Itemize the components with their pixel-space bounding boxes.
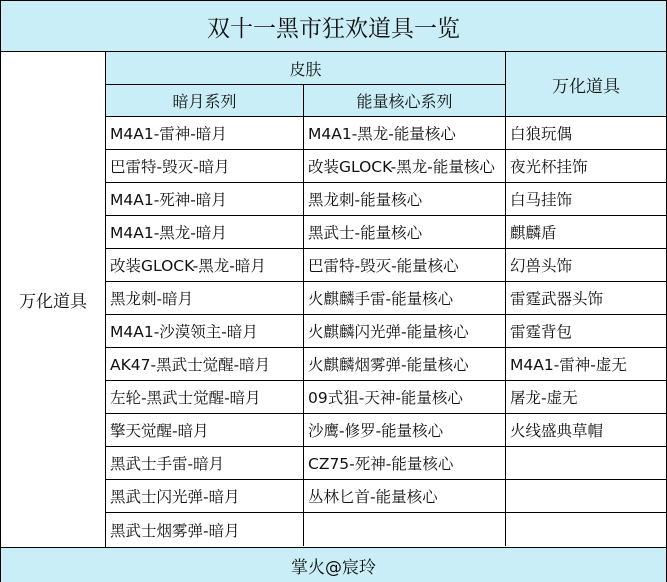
wanhua-item-empty <box>506 513 666 546</box>
core-item: 火麒麟烟雾弹-能量核心 <box>304 348 506 381</box>
anyue-item: 黑龙刺-暗月 <box>106 282 304 315</box>
anyue-item: 黑武士闪光弹-暗月 <box>106 480 304 513</box>
anyue-column <box>106 117 304 546</box>
anyue-item: 左轮-黑武士觉醒-暗月 <box>106 381 304 414</box>
wanhua-item: 屠龙-虚无 <box>506 381 666 414</box>
core-column <box>304 117 506 546</box>
core-item: 火麒麟手雷-能量核心 <box>304 282 506 315</box>
anyue-item: M4A1-雷神-暗月 <box>106 117 304 150</box>
wanhua-item: 麒麟盾 <box>506 216 666 249</box>
wanhua-item: 火线盛典草帽 <box>506 414 666 447</box>
core-item: 黑武士-能量核心 <box>304 216 506 249</box>
footer-credit: 掌火@宸玲 <box>1 547 666 582</box>
anyue-item: 改装GLOCK-黑龙-暗月 <box>106 249 304 282</box>
anyue-item: 黑武士烟雾弹-暗月 <box>106 513 304 546</box>
anyue-item: 黑武士手雷-暗月 <box>106 447 304 480</box>
anyue-item: M4A1-死神-暗月 <box>106 183 304 216</box>
core-item: 丛林匕首-能量核心 <box>304 480 506 513</box>
sheet-title: 双十一黑市狂欢道具一览 <box>1 1 666 52</box>
header-core-series: 能量核心系列 <box>304 85 506 117</box>
core-item-empty <box>304 513 506 546</box>
wanhua-item: 白狼玩偶 <box>506 117 666 150</box>
header-skin: 皮肤 <box>106 52 506 85</box>
anyue-item: M4A1-黑龙-暗月 <box>106 216 304 249</box>
anyue-item: M4A1-沙漠领主-暗月 <box>106 315 304 348</box>
wanhua-item: 夜光杯挂饰 <box>506 150 666 183</box>
core-item: 黑龙刺-能量核心 <box>304 183 506 216</box>
core-item: 巴雷特-毁灭-能量核心 <box>304 249 506 282</box>
wanhua-item: 雷霆武器头饰 <box>506 282 666 315</box>
side-category-label: 万化道具 <box>1 52 106 547</box>
header-wanhua: 万化道具 <box>506 52 666 117</box>
wanhua-item: 幻兽头饰 <box>506 249 666 282</box>
header-anyue-series: 暗月系列 <box>106 85 304 117</box>
core-item: 改装GLOCK-黑龙-能量核心 <box>304 150 506 183</box>
wanhua-item: M4A1-雷神-虚无 <box>506 348 666 381</box>
wanhua-item: 雷霆背包 <box>506 315 666 348</box>
core-item: M4A1-黑龙-能量核心 <box>304 117 506 150</box>
wanhua-item-empty <box>506 480 666 513</box>
core-item: CZ75-死神-能量核心 <box>304 447 506 480</box>
anyue-item: 巴雷特-毁灭-暗月 <box>106 150 304 183</box>
core-item: 火麒麟闪光弹-能量核心 <box>304 315 506 348</box>
wanhua-item-empty <box>506 447 666 480</box>
wanhua-column <box>506 117 666 546</box>
core-item: 沙鹰-修罗-能量核心 <box>304 414 506 447</box>
core-item: 09式狙-天神-能量核心 <box>304 381 506 414</box>
anyue-item: AK47-黑武士觉醒-暗月 <box>106 348 304 381</box>
wanhua-item: 白马挂饰 <box>506 183 666 216</box>
anyue-item: 擎天觉醒-暗月 <box>106 414 304 447</box>
